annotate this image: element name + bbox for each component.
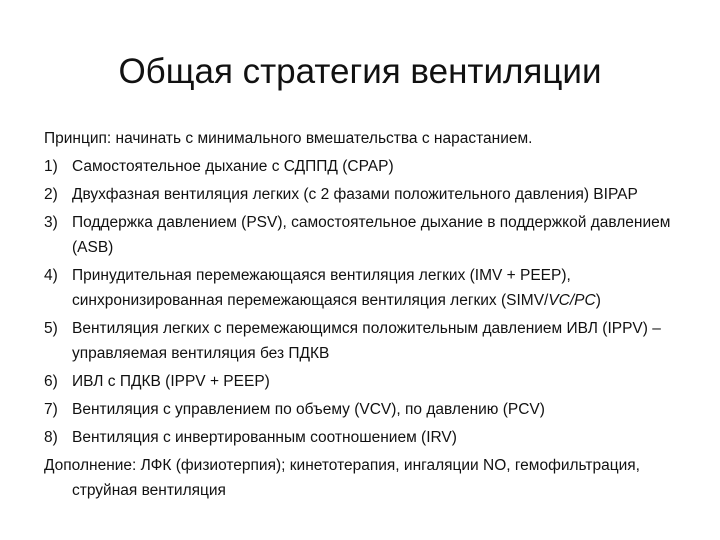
list-item-text-italic: VC/PC xyxy=(548,292,596,309)
principle-text: Принцип: начинать с минимального вмешательства с нарастанием. xyxy=(44,130,533,147)
list-item xyxy=(44,263,694,313)
list-item xyxy=(44,154,694,179)
list-item xyxy=(44,210,694,260)
list-item-number: 7) xyxy=(44,401,58,418)
list-item-number: 3) xyxy=(44,214,58,231)
list-item xyxy=(44,316,694,366)
list-item-text: Вентиляция с инвертированным соотношением (IRV) xyxy=(72,429,457,446)
list-item-number: 5) xyxy=(44,320,58,337)
list-item-number: 2) xyxy=(44,186,58,203)
addition-text: Дополнение: ЛФК (физиотерпия); кинетотерапия, ингаляции NO, гемофильтрация, струйная вентиляция xyxy=(44,457,640,499)
list-item-text: Поддержка давлением (PSV), самостоятельное дыхание в поддержкой давлением (ASB) xyxy=(72,214,671,256)
slide-title: Общая стратегия вентиляции xyxy=(118,52,602,91)
list-item-text: Двухфазная вентиляция легких (с 2 фазами положительного давления) BIPAP xyxy=(72,186,638,203)
list-item xyxy=(44,425,694,450)
list-item-text xyxy=(72,263,694,313)
list-item-text: Вентиляция легких с перемежающимся положительным давлением ИВЛ (IPPV) – управляемая вентиляция без ПДКВ xyxy=(72,320,661,362)
list-item-number: 4) xyxy=(44,267,58,284)
list-item-text: Вентиляция с управлением по объему (VCV), по давлению (PCV) xyxy=(72,401,545,418)
list-item-number: 8) xyxy=(44,429,58,446)
slide-content xyxy=(44,126,694,506)
list-item xyxy=(44,182,694,207)
list-item-text-end: ) xyxy=(595,292,601,309)
list-item xyxy=(44,397,694,422)
list-item-number: 6) xyxy=(44,373,58,390)
list-item xyxy=(44,369,694,394)
list-item-text: Самостоятельное дыхание с СДППД (CPAP) xyxy=(72,158,394,175)
list-item-text: ИВЛ с ПДКВ (IPPV + PEEP) xyxy=(72,373,270,390)
list-item-text-main: Принудительная перемежающаяся вентиляция легких (IMV + PEEP), синхронизированная перемежающаяся вентиляция легких (SIMV/ xyxy=(72,267,571,309)
list-item-number: 1) xyxy=(44,158,58,175)
